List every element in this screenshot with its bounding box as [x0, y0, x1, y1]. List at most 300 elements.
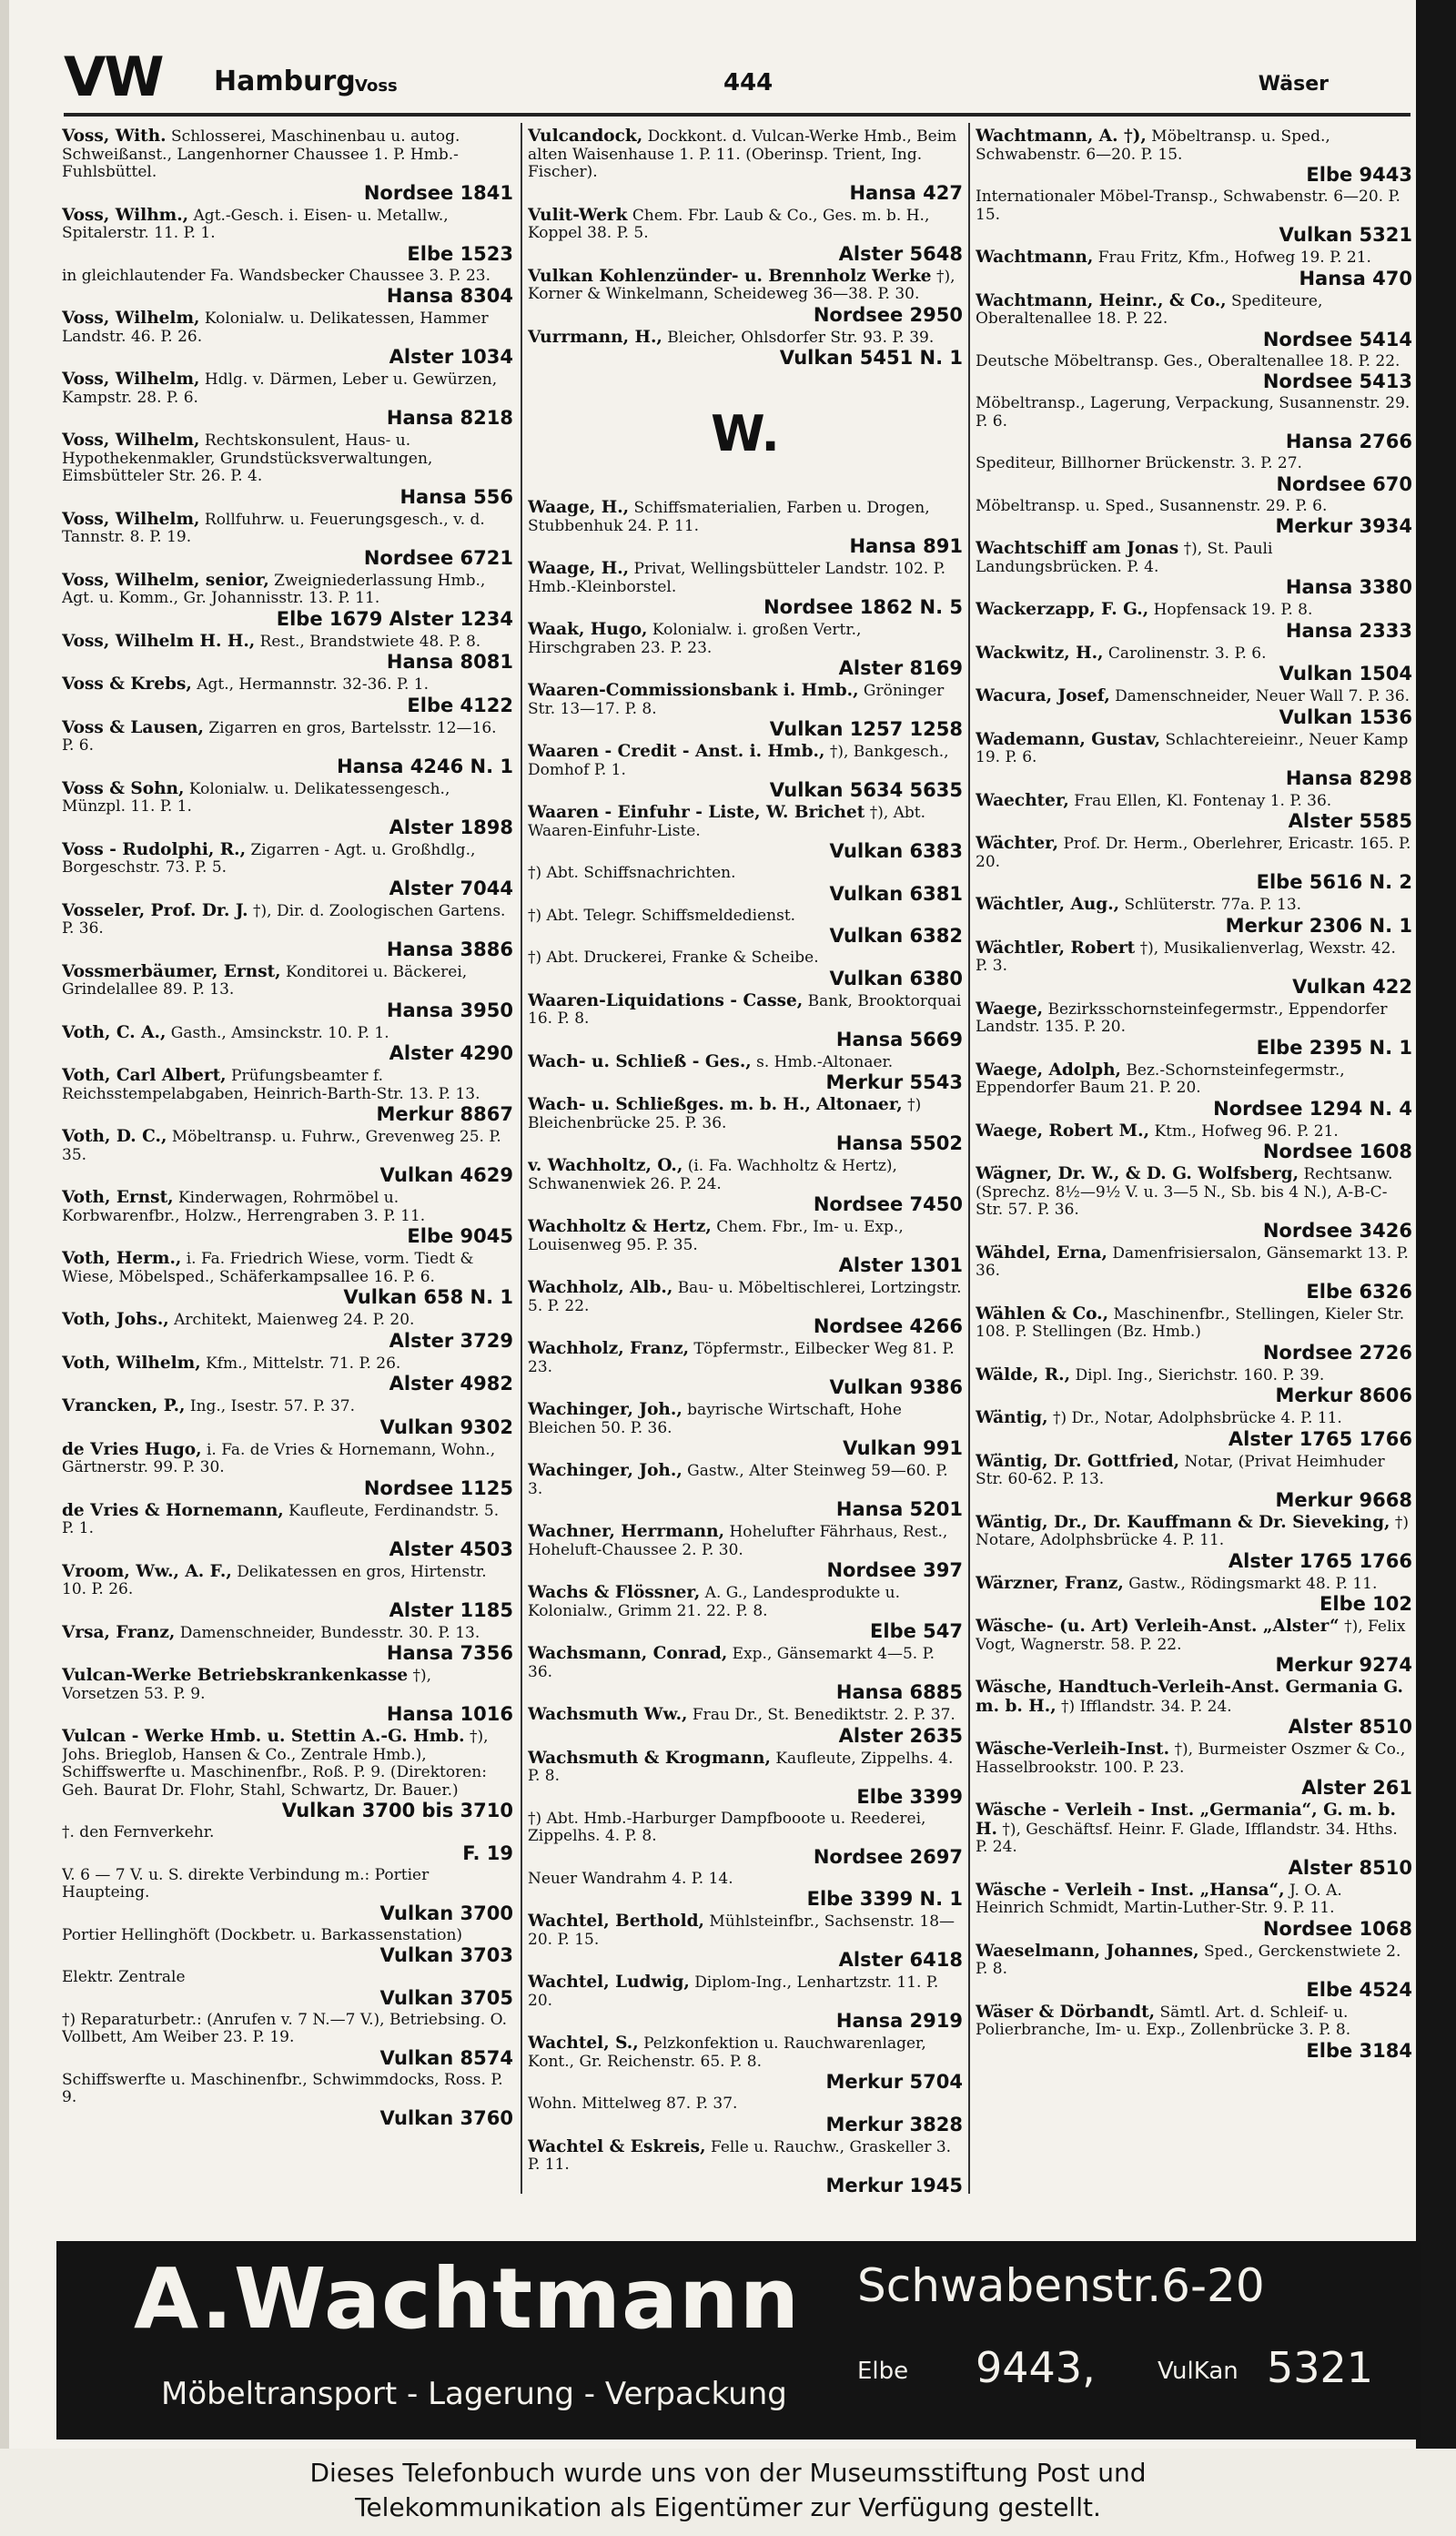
entry-phone-number: Alster 261: [1301, 1777, 1412, 1799]
directory-column-2: [528, 127, 963, 2194]
directory-entry: [62, 1728, 513, 1821]
entry-details: Frau Ellen, Kl. Fontenay 1. P. 36.: [1074, 791, 1332, 810]
entry-details: Rest., Brandstwiete 48. P. 8.: [259, 632, 481, 651]
entry-phone-number: Hansa 2766: [1285, 431, 1412, 452]
entry-name: Vrancken, P.,: [62, 1396, 186, 1415]
entry-phone-number: Elbe 3184: [1306, 2039, 1412, 2062]
entry-details: Kfm., Mittelstr. 71. P. 26.: [206, 1354, 401, 1373]
entry-phone-number: Hansa 8298: [1285, 766, 1412, 789]
entry-phone-number: Vulkan 6382: [829, 925, 963, 947]
directory-entry: [976, 1801, 1412, 1879]
entry-details: Bleicher, Ohlsdorfer Str. 93. P. 39.: [667, 328, 935, 347]
directory-entry: [62, 1189, 513, 1247]
entry-name: Wähdel, Erna,: [976, 1243, 1107, 1263]
directory-entry: [976, 1740, 1412, 1799]
directory-entry: [62, 1867, 513, 1924]
directory-entry: [528, 1811, 963, 1868]
directory-entry: [528, 1584, 963, 1642]
entry-phone-number: Vulkan 991: [843, 1437, 963, 1459]
entry-phone-number: Nordsee 1608: [1262, 1141, 1412, 1162]
entry-details: Deutsche Möbeltransp. Ges., Oberaltenallee 18. P. 22.: [976, 351, 1400, 370]
entry-phone-number: Vulkan 3700: [379, 1902, 513, 1924]
header-city: Hamburg: [214, 66, 356, 97]
entry-name: Wäsche-Verleih-Inst.: [976, 1740, 1170, 1759]
entry-details: Internationaler Möbel-Transp., Schwabenstr. 6—20. P. 15.: [976, 188, 1400, 224]
entry-details: Portier Hellinghöft (Dockbetr. u. Barkassenstation): [62, 1925, 463, 1944]
directory-entry: [528, 992, 963, 1050]
directory-entry: [528, 207, 963, 265]
entry-name: Wachsmuth Ww.,: [528, 1705, 688, 1724]
entry-name: de Vries & Hornemann,: [62, 1500, 284, 1520]
directory-entry: [976, 1575, 1412, 1616]
entry-phone-number: Vulkan 658 N. 1: [343, 1286, 513, 1308]
entry-name: Wachtel, S.,: [528, 2034, 639, 2053]
directory-column-1: [62, 127, 513, 2194]
directory-entry: [976, 292, 1412, 350]
directory-entry: [528, 560, 963, 618]
entry-details: Bezirksschornsteinfegermstr., Eppendorfer Landstr. 135. P. 20.: [976, 999, 1388, 1036]
entry-phone-number: Elbe 1679 Alster 1234: [276, 607, 513, 630]
directory-entry: [62, 2072, 513, 2129]
directory-entry: [528, 1912, 963, 1971]
entry-name: Wäser & Dörbandt,: [976, 2002, 1156, 2022]
entry-details: †) Abt. Schiffsnachrichten.: [528, 864, 736, 882]
entry-details: Maschinenfbr., Stellingen, Kieler Str. 108. P. Stellingen (Bz. Hmb.): [976, 1304, 1405, 1341]
directory-entry: [528, 1157, 963, 1215]
entry-details: Möbeltransp., Lagerung, Verpackung, Susannenstr. 29. P. 6.: [976, 394, 1410, 431]
entry-details: †), Bankgesch., Domhof P. 1.: [528, 743, 949, 779]
entry-phone-number: Alster 5648: [838, 242, 963, 265]
entry-phone-number: Alster 2635: [838, 1724, 963, 1747]
entry-details: Wohn. Mittelweg 87. P. 37.: [528, 2095, 738, 2113]
entry-phone-number: Nordsee 3426: [1262, 1219, 1412, 1242]
directory-entry: [976, 188, 1412, 246]
entry-name: Wachtmann,: [976, 248, 1094, 267]
entry-details: Gasth., Amsinckstr. 10. P. 1.: [170, 1023, 389, 1042]
entry-details: Schlachtereieinr., Neuer Kamp 19. P. 6.: [976, 730, 1409, 766]
entry-details: Hopfensack 19. P. 8.: [1153, 601, 1313, 619]
entry-details: Rechtsanw. (Sprechz. 8½—9½ V. u. 3—5 N., Sb. bis 4 N.), A-B-C-Str. 57. P. 36.: [976, 1165, 1393, 1219]
entry-phone-number: Elbe 547: [870, 1620, 963, 1642]
entry-name: Wäsche - Verleih - Inst. „Germania“, G. m. b. H.: [976, 1801, 1396, 1839]
directory-entry: [976, 601, 1412, 642]
entry-phone-number: Alster 8510: [1288, 1716, 1412, 1738]
entry-phone-number: Hansa 470: [1299, 267, 1412, 289]
entry-details: Schiffswerfte u. Maschinenfbr., Schwimmdocks, Ross. P. 9.: [62, 2070, 503, 2106]
entry-details: Damenfrisiersalon, Gänsemarkt 13. P. 36.: [976, 1243, 1409, 1280]
directory-entry: [62, 1067, 513, 1125]
entry-name: Wademann, Gustav,: [976, 729, 1161, 749]
entry-name: Wäsche, Handtuch-Verleih-Anst. Germania G. m. b. H.,: [976, 1678, 1403, 1716]
entry-details: †), Abt. Waaren-Einfuhr-Liste.: [528, 804, 926, 840]
entry-details: V. 6 — 7 V. u. S. direkte Verbindung m.: Portier Haupteing.: [62, 1865, 430, 1902]
entry-phone-number: Nordsee 2950: [813, 303, 963, 326]
entry-details: Möbeltransp. u. Sped., Schwabenstr. 6—20. P. 15.: [976, 127, 1330, 164]
entry-phone-number: Vulkan 422: [1292, 975, 1412, 998]
entry-phone-number: Nordsee 1862 N. 5: [763, 596, 963, 618]
entry-details: (i. Fa. Wachholtz & Hertz), Schwanenwiek 26. P. 24.: [528, 1157, 897, 1193]
directory-entry: [62, 2012, 513, 2069]
entry-details: Privat, Wellingsbütteler Landstr. 102. P. Hmb.-Kleinborstel.: [528, 560, 946, 596]
entry-details: Neuer Wandrahm 4. P. 14.: [528, 1869, 733, 1888]
entry-details: Rechtskonsulent, Haus- u. Hypothekenmakler, Grundstücksverwaltungen, Eimsbütteler Str. 26. P. 4.: [62, 431, 433, 485]
entry-phone-number: Hansa 427: [849, 181, 963, 204]
directory-entry: [976, 1244, 1412, 1303]
directory-entry: [976, 939, 1412, 998]
directory-entry: [62, 1969, 513, 2009]
entry-details: Kaufleute, Zippelhs. 4. P. 8.: [528, 1749, 954, 1785]
directory-entry: [62, 1624, 513, 1665]
entry-details: Agt., Hermannstr. 32-36. P. 1.: [197, 675, 430, 694]
directory-entry: [528, 127, 963, 204]
entry-details: †), Burmeister Oszmer & Co., Hasselbrookstr. 100. P. 23.: [976, 1740, 1406, 1777]
entry-name: Wäsche - Verleih - Inst. „Hansa“,: [976, 1880, 1285, 1900]
entry-details: Sämtl. Art. d. Schleif- u. Polierbranche, Im- u. Exp., Zollenbrücke 3. P. 8.: [976, 2003, 1351, 2039]
entry-name: Voss, With.: [62, 127, 167, 146]
entry-phone-number: Vulkan 9386: [829, 1376, 963, 1398]
directory-entry: [976, 1366, 1412, 1407]
directory-entry: [528, 2095, 963, 2135]
entry-name: de Vries Hugo,: [62, 1439, 202, 1459]
directory-entry: [976, 2003, 1412, 2062]
entry-name: Vurrmann, H.,: [528, 327, 662, 347]
entry-phone-number: Elbe 6326: [1306, 1280, 1412, 1303]
entry-phone-number: Alster 1185: [389, 1598, 513, 1621]
directory-entry: [528, 1218, 963, 1276]
entry-details: J. O. A. Heinrich Schmidt, Martin-Luther-Str. 9. P. 11.: [976, 1881, 1342, 1917]
entry-details: Prof. Dr. Herm., Oberlehrer, Ericastr. 165. P. 20.: [976, 835, 1411, 871]
entry-name: Wachtschiff am Jonas: [976, 539, 1179, 558]
entry-phone-number: Alster 8169: [838, 657, 963, 679]
directory-entry: [62, 633, 513, 674]
entry-details: †) Bleichenbrücke 25. P. 36.: [528, 1096, 922, 1132]
column-divider: [521, 123, 522, 2194]
entry-details: Zweigniederlassung Hmb., Agt. u. Komm., Gr. Johannisstr. 13. P. 11.: [62, 571, 486, 607]
directory-entry: [62, 1441, 513, 1499]
directory-entry: [62, 780, 513, 838]
entry-phone-number: Elbe 1523: [407, 242, 513, 265]
directory-entry: [976, 1679, 1412, 1738]
entry-phone-number: Vulkan 3760: [379, 2106, 513, 2129]
entry-name: Voss & Lausen,: [62, 717, 204, 737]
entry-details: Prüfungsbeamter f. Reichsstempelabgaben, Heinrich-Barth-Str. 13. P. 13.: [62, 1067, 480, 1103]
entry-details: †), Geschäftsf. Heinr. F. Glade, Ifflandstr. 34. Hths. P. 24.: [976, 1820, 1398, 1856]
directory-entry: [62, 572, 513, 630]
directory-entry: [976, 455, 1412, 495]
directory-entry: [62, 1563, 513, 1621]
entry-details: i. Fa. Friedrich Wiese, vorm. Tiedt & Wiese, Möbelsped., Schäferkampsallee 16. P. 6.: [62, 1250, 474, 1286]
entry-details: †) Abt. Hmb.-Harburger Dampfbooote u. Reederei, Zippelhs. 4. P. 8.: [528, 1809, 926, 1845]
entry-name: Voth, Johs.,: [62, 1310, 169, 1329]
entry-details: †. den Fernverkehr.: [62, 1823, 215, 1841]
entry-name: Wachs & Flössner,: [528, 1583, 701, 1602]
directory-entry: [976, 540, 1412, 598]
entry-name: Wächter,: [976, 834, 1059, 853]
entry-details: Chem. Fbr. Laub & Co., Ges. m. b. H., Koppel 38. P. 5.: [528, 206, 930, 242]
entry-name: Wäntig, Dr., Dr. Kauffmann & Dr. Sieveking,: [976, 1512, 1390, 1532]
entry-name: Wachsmuth & Krogmann,: [528, 1748, 771, 1768]
entry-details: Hohelufter Fährhaus, Rest., Hoheluft-Chaussee 2. P. 30.: [528, 1523, 948, 1559]
entry-name: Vroom, Ww., A. F.,: [62, 1561, 232, 1581]
entry-details: s. Hmb.-Altonaer.: [756, 1052, 894, 1071]
advertisement-banner: [56, 2241, 1421, 2440]
entry-phone-number: F. 19: [462, 1841, 513, 1864]
directory-entry: [976, 1165, 1412, 1242]
page-header: [55, 46, 1329, 109]
entry-name: Wachholz, Alb.,: [528, 1278, 673, 1297]
directory-entry: [528, 949, 963, 989]
entry-phone-number: Alster 5585: [1288, 810, 1412, 832]
entry-name: Voss & Krebs,: [62, 675, 192, 694]
entry-details: Dockkont. d. Vulcan-Werke Hmb., Beim alten Waisenhause 1. P. 11. (Oberinsp. Trient, Ing. Fischer).: [528, 127, 957, 181]
entry-name: Wächtler, Robert: [976, 938, 1136, 958]
directory-entry: [528, 329, 963, 370]
entry-phone-number: Vulkan 5321: [1279, 224, 1412, 246]
entry-phone-number: Hansa 7356: [386, 1642, 513, 1664]
entry-details: †) Abt. Telegr. Schiffsmeldedienst.: [528, 906, 796, 925]
entry-phone-number: Alster 1034: [389, 346, 513, 368]
entry-details: Bez.-Schornsteinfegermstr., Eppendorfer Baum 21. P. 20.: [976, 1060, 1345, 1097]
entry-name: v. Wachholtz, O.,: [528, 1156, 683, 1175]
entry-phone-number: Hansa 8218: [386, 407, 513, 429]
directory-entry: [528, 743, 963, 801]
entry-phone-number: Alster 4290: [389, 1042, 513, 1064]
entry-details: Notar, (Privat Heimhuder Str. 60-62. P. 13.: [976, 1452, 1385, 1488]
entry-phone-number: Alster 4503: [389, 1537, 513, 1560]
directory-entry: [528, 1462, 963, 1520]
entry-phone-number: Nordsee 670: [1276, 472, 1412, 495]
entry-details: Gastw., Rödingsmarkt 48. P. 11.: [1128, 1574, 1378, 1593]
entry-details: Sped., Gerckenstwiete 2. P. 8.: [976, 1942, 1401, 1978]
entry-name: Vulcan - Werke Hmb. u. Stettin A.-G. Hmb.: [62, 1727, 465, 1746]
archive-footer: [0, 2450, 1456, 2536]
entry-name: Voth, Ernst,: [62, 1188, 174, 1207]
entry-name: Wacura, Josef,: [976, 686, 1110, 705]
entry-name: Wachholz, Franz,: [528, 1339, 690, 1358]
entry-details: Schiffsmaterialien, Farben u. Drogen, Stubbenhuk 24. P. 11.: [528, 499, 930, 535]
entry-phone-number: Vulkan 6381: [829, 882, 963, 905]
entry-name: Wachtel, Berthold,: [528, 1912, 704, 1931]
entry-phone-number: Vulkan 3705: [379, 1986, 513, 2009]
entry-details: Chem. Fbr., Im- u. Exp., Louisenweg 95. P. 35.: [528, 1218, 904, 1254]
entry-details: Mühlsteinfbr., Sachsenstr. 18—20. P. 15.: [528, 1912, 956, 1949]
entry-details: Felle u. Rauchw., Graskeller 3. P. 11.: [528, 2137, 952, 2174]
entry-phone-number: Vulkan 3700 bis 3710: [281, 1800, 513, 1821]
directory-entry: [976, 1061, 1412, 1120]
entry-details: Schlüterstr. 77a. P. 13.: [1124, 896, 1302, 914]
directory-entry: [528, 1523, 963, 1581]
entry-name: Wachinger, Joh.,: [528, 1461, 682, 1480]
ad-number-2: 5321: [1267, 2343, 1374, 2392]
entry-name: Waaren-Liquidations - Casse,: [528, 990, 804, 1010]
entry-phone-number: Nordsee 7450: [813, 1193, 963, 1215]
entry-phone-number: Alster 1301: [838, 1254, 963, 1276]
entry-details: Möbeltransp. u. Fuhrw., Grevenweg 25. P. 35.: [62, 1128, 501, 1164]
header-range-end: Wäser: [1258, 73, 1329, 96]
entry-details: Carolinenstr. 3. P. 6.: [1107, 644, 1267, 663]
entry-details: †), Vorsetzen 53. P. 9.: [62, 1667, 432, 1703]
directory-entry: [528, 2034, 963, 2093]
entry-details: †) Ifflandstr. 34. P. 24.: [1061, 1697, 1232, 1716]
entry-name: Voss & Sohn,: [62, 778, 185, 798]
section-letter: W.: [711, 405, 780, 462]
entry-details: in gleichlautender Fa. Wandsbecker Chaussee 3. P. 23.: [62, 266, 491, 285]
entry-details: Damenschneider, Neuer Wall 7. P. 36.: [1115, 687, 1410, 705]
entry-phone-number: Merkur 5704: [825, 2071, 963, 2093]
entry-phone-number: Vulkan 1504: [1279, 663, 1412, 685]
directory-entry: [528, 1750, 963, 1808]
directory-entry: [528, 1279, 963, 1337]
entry-name: Voth, D. C.,: [62, 1127, 167, 1146]
entry-details: Diplom-Ing., Lenhartzstr. 11. P. 20.: [528, 1973, 939, 2010]
directory-entry: [976, 127, 1412, 186]
directory-entry: [528, 1053, 963, 1094]
entry-phone-number: Elbe 4524: [1306, 1978, 1412, 2001]
entry-phone-number: Merkur 5543: [825, 1071, 963, 1093]
entry-details: Kinderwagen, Rohrmöbel u. Korbwarenfbr., Holzw., Herrengraben 3. P. 11.: [62, 1189, 426, 1225]
entry-name: Wärzner, Franz,: [976, 1573, 1124, 1593]
directory-entry: [976, 1882, 1412, 1940]
entry-phone-number: Nordsee 1068: [1262, 1917, 1412, 1940]
entry-name: Wächtler, Aug.,: [976, 895, 1120, 914]
entry-phone-number: Nordsee 397: [826, 1559, 963, 1581]
ad-company-name: A.Wachtmann: [134, 2250, 801, 2348]
entry-details: Konditorei u. Bäckerei, Grindelallee 89. P. 13.: [62, 962, 468, 999]
entry-phone-number: Vulkan 4629: [379, 1164, 513, 1186]
entry-phone-number: Hansa 891: [849, 535, 963, 557]
entry-name: Waege, Robert M.,: [976, 1121, 1150, 1141]
directory-entry: [62, 431, 513, 508]
entry-phone-number: Elbe 9045: [407, 1225, 513, 1247]
entry-phone-number: Vulkan 3703: [379, 1944, 513, 1966]
entry-name: Wackerzapp, F. G.,: [976, 600, 1149, 619]
entry-details: †), Korner & Winkelmann, Scheideweg 36—38. P. 30.: [528, 267, 956, 303]
directory-entry: [976, 498, 1412, 538]
entry-name: Voss, Wilhelm H. H.,: [62, 631, 256, 651]
entry-details: †), Musikalienverlag, Wexstr. 42. P. 3.: [976, 938, 1396, 975]
entry-details: Zigarren - Agt. u. Großhdlg., Borgeschstr. 73. P. 5.: [62, 840, 476, 877]
entry-phone-number: Alster 1765 1766: [1228, 1427, 1412, 1450]
entry-name: Voss - Rudolphi, R.,: [62, 839, 247, 859]
entry-name: Voth, Wilhelm,: [62, 1353, 201, 1373]
directory-entry: [976, 644, 1412, 685]
entry-details: Gastw., Alter Steinweg 59—60. P. 3.: [528, 1462, 948, 1498]
entry-phone-number: Hansa 2333: [1285, 619, 1412, 642]
entry-name: Waage, H.,: [528, 498, 630, 517]
entry-name: Wäntig, Dr. Gottfried,: [976, 1451, 1180, 1471]
entry-details: Kolonialw. u. Delikatessen, Hammer Landstr. 46. P. 26.: [62, 309, 489, 346]
directory-entry: [976, 1409, 1412, 1450]
entry-phone-number: Vulkan 6380: [829, 967, 963, 989]
entry-phone-number: Alster 8510: [1288, 1856, 1412, 1879]
directory-entry: [62, 719, 513, 777]
directory-entry: [62, 1354, 513, 1395]
directory-entry: [528, 621, 963, 679]
entry-phone-number: Vulkan 9302: [379, 1415, 513, 1438]
directory-entry: [528, 1706, 963, 1747]
directory-entry: [62, 1311, 513, 1352]
entry-name: Voss, Wilhelm,: [62, 309, 200, 328]
directory-entry: [528, 1645, 963, 1703]
directory-entry: [528, 908, 963, 948]
entry-details: †), Dir. d. Zoologischen Gartens. P. 36.: [62, 901, 506, 938]
entry-details: Frau Fritz, Kfm., Hofweg 19. P. 21.: [1097, 249, 1371, 267]
directory-entry: [62, 511, 513, 569]
entry-details: †), St. Pauli Landungsbrücken. P. 4.: [976, 540, 1273, 576]
entry-name: Voss, Wilhelm,: [62, 509, 200, 529]
directory-entry: [62, 1024, 513, 1065]
entry-name: Vossmerbäumer, Ernst,: [62, 961, 281, 981]
entry-details: †) Dr., Notar, Adolphsbrücke 4. P. 11.: [1052, 1409, 1342, 1427]
entry-phone-number: Elbe 4122: [407, 694, 513, 716]
entry-name: Voss, Wilhm.,: [62, 205, 189, 225]
entry-name: Waege,: [976, 999, 1044, 1019]
entry-name: Voss, Wilhelm,: [62, 370, 200, 389]
entry-phone-number: Nordsee 2697: [813, 1845, 963, 1868]
directory-entry: [62, 127, 513, 204]
directory-entry: [976, 249, 1412, 289]
entry-phone-number: Merkur 9668: [1275, 1488, 1412, 1511]
entry-phone-number: Alster 6418: [838, 1949, 963, 1971]
entry-name: Vrsa, Franz,: [62, 1622, 176, 1642]
entry-details: A. G., Landesprodukte u. Kolonialw., Grimm 21. 22. P. 8.: [528, 1584, 901, 1620]
page-number: 444: [723, 69, 774, 96]
entry-name: Waaren - Einfuhr - Liste, W. Brichet: [528, 803, 865, 822]
entry-name: Wälde, R.,: [976, 1364, 1071, 1385]
entry-phone-number: Hansa 4246 N. 1: [337, 755, 513, 777]
entry-phone-number: Alster 3729: [389, 1329, 513, 1352]
directory-entry: [528, 804, 963, 862]
entry-name: Voss, Wilhelm,: [62, 431, 200, 450]
entry-details: †) Reparaturbetr.: (Anrufen v. 7 N.—7 V.), Betriebsing. O. Vollbett, Am Weiber 23. P. 19.: [62, 2010, 507, 2046]
entry-name: Wachholtz & Hertz,: [528, 1217, 712, 1236]
entry-phone-number: Hansa 5669: [835, 1028, 963, 1050]
entry-name: Wachtmann, Heinr., & Co.,: [976, 290, 1227, 310]
entry-name: Wach- u. Schließ - Ges.,: [528, 1051, 752, 1071]
entry-name: Wach- u. Schließges. m. b. H., Altonaer,: [528, 1095, 903, 1114]
directory-entry: [528, 268, 963, 326]
entry-details: Kaufleute, Ferdinandstr. 5. P. 1.: [62, 1501, 500, 1537]
entry-phone-number: Vulkan 8574: [379, 2046, 513, 2069]
directory-entry: [62, 1502, 513, 1560]
entry-phone-number: Nordsee 4266: [813, 1315, 963, 1337]
footer-line-2: Telekommunikation als Eigentümer zur Verfügung gestellt.: [355, 2492, 1101, 2522]
entry-details: Elektr. Zentrale: [62, 1968, 186, 1986]
directory-entry: [62, 268, 513, 308]
entry-phone-number: Alster 4982: [389, 1373, 513, 1395]
entry-phone-number: Nordsee 1294 N. 4: [1213, 1097, 1412, 1120]
entry-details: †), Felix Vogt, Wagnerstr. 58. P. 22.: [976, 1618, 1406, 1654]
entry-phone-number: Hansa 8304: [386, 285, 513, 307]
entry-phone-number: Merkur 3828: [825, 2113, 963, 2135]
entry-phone-number: Merkur 8867: [376, 1103, 513, 1125]
footer-line-1: Dieses Telefonbuch wurde uns von der Museumsstiftung Post und: [309, 2458, 1147, 2488]
entry-phone-number: Hansa 6885: [835, 1681, 963, 1703]
directory-entry: [62, 1128, 513, 1186]
directory-entry: [976, 731, 1412, 789]
entry-name: Wachtel & Eskreis,: [528, 2136, 706, 2156]
ad-address: Schwabenstr.6-20: [857, 2259, 1265, 2312]
entry-details: Spediteur, Billhorner Brückenstr. 3. P. 27.: [976, 454, 1302, 472]
entry-details: Bau- u. Möbeltischlerei, Lortzingstr. 5. P. 22.: [528, 1279, 962, 1315]
entry-name: Wachsmann, Conrad,: [528, 1644, 728, 1663]
entry-details: Bank, Brooktorquai 16. P. 8.: [528, 991, 962, 1028]
entry-details: Rollfuhrw. u. Feuerungsgesch., v. d. Tannstr. 8. P. 19.: [62, 510, 485, 546]
directory-entry: [62, 963, 513, 1021]
ad-exchange-2: VulKan: [1158, 2358, 1239, 2385]
entry-phone-number: Vulkan 1257 1258: [769, 718, 963, 740]
entry-details: †), Johs. Brieglob, Hansen & Co., Zentrale Hmb.), Schiffswerfte u. Maschinenfbr., Roß. P. 9. (Direktoren: Geh. Baurat Dr. Flohr, Stahl, Schwartz, Dr. Bauer.): [62, 1728, 489, 1800]
